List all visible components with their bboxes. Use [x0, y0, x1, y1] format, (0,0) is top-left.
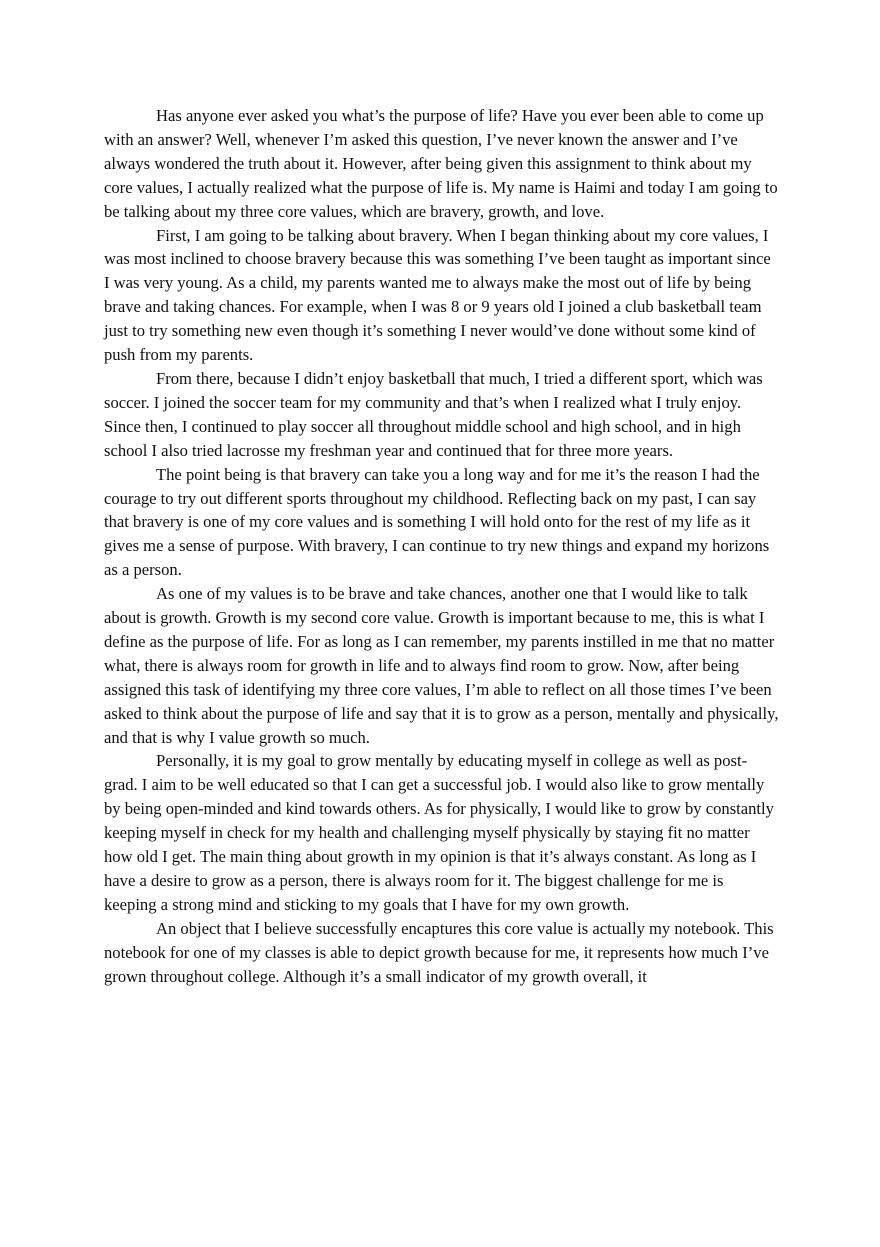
document-body	[104, 104, 780, 989]
paragraph-growth: As one of my values is to be brave and take chances, another one that I would like to talk about is growth. Growth is my second core value. Growth is important because to me, this is what I define as the purpose of life. For as long as I can remember, my parents instilled in me that no matter what, there is always room for growth in life and to always find room to grow. Now, after being assigned this task of identifying my three core values, I’m able to reflect on all those times I’ve been asked to think about the purpose of life and say that it is to grow as a person, mentally and physically, and that is why I value growth so much.	[104, 584, 779, 747]
paragraph-growth-goals: Personally, it is my goal to grow mentally by educating myself in college as well as post-grad. I aim to be well educated so that I can get a successful job. I would also like to grow mentally by being open-minded and kind towards others. As for physically, I would like to grow by constantly keeping myself in check for my health and challenging myself physically by staying fit no matter how old I get. The main thing about growth in my opinion is that it’s always constant. As long as I have a desire to grow as a person, there is always room for it. The biggest challenge for me is keeping a strong mind and sticking to my goals that I have for my own growth.	[104, 751, 774, 914]
paragraph-notebook: An object that I believe successfully encaptures this core value is actually my notebook. This notebook for one of my classes is able to depict growth because for me, it represents how much I’ve grown throughout college. Although it’s a small indicator of my growth overall, it	[104, 918, 774, 986]
paragraph-bravery-conclusion: The point being is that bravery can take you a long way and for me it’s the reason I had the courage to try out different sports throughout my childhood. Reflecting back on my past, I can say that bravery is one of my core values and is something I will hold onto for the rest of my life as it gives me a sense of purpose. With bravery, I can continue to try new things and expand my horizons as a person.	[104, 464, 770, 580]
paragraph-bravery: First, I am going to be talking about bravery. When I began thinking about my core values, I was most inclined to choose bravery because this was something I’ve been taught as important since I was very young. As a child, my parents wanted me to always make the most out of life by being brave and taking chances. For example, when I was 8 or 9 years old I joined a club basketball team just to try something new even though it’s something I never would’ve done without some kind of push from my parents.	[104, 225, 771, 365]
paragraph-intro: Has anyone ever asked you what’s the purpose of life? Have you ever been able to come up with an answer? Well, whenever I’m asked this question, I’ve never known the answer and I’ve always wondered the truth about it. However, after being given this assignment to think about my core values, I actually realized what the purpose of life is. My name is Haimi and today I am going to be talking about my three core values, which are bravery, growth, and love.	[104, 106, 778, 221]
paragraph-soccer: From there, because I didn’t enjoy basketball that much, I tried a different sport, which was soccer. I joined the soccer team for my community and that’s when I realized what I truly enjoy. Since then, I continued to play soccer all throughout middle school and high school, and in high school I also tried lacrosse my freshman year and continued that for three more years.	[104, 368, 763, 460]
